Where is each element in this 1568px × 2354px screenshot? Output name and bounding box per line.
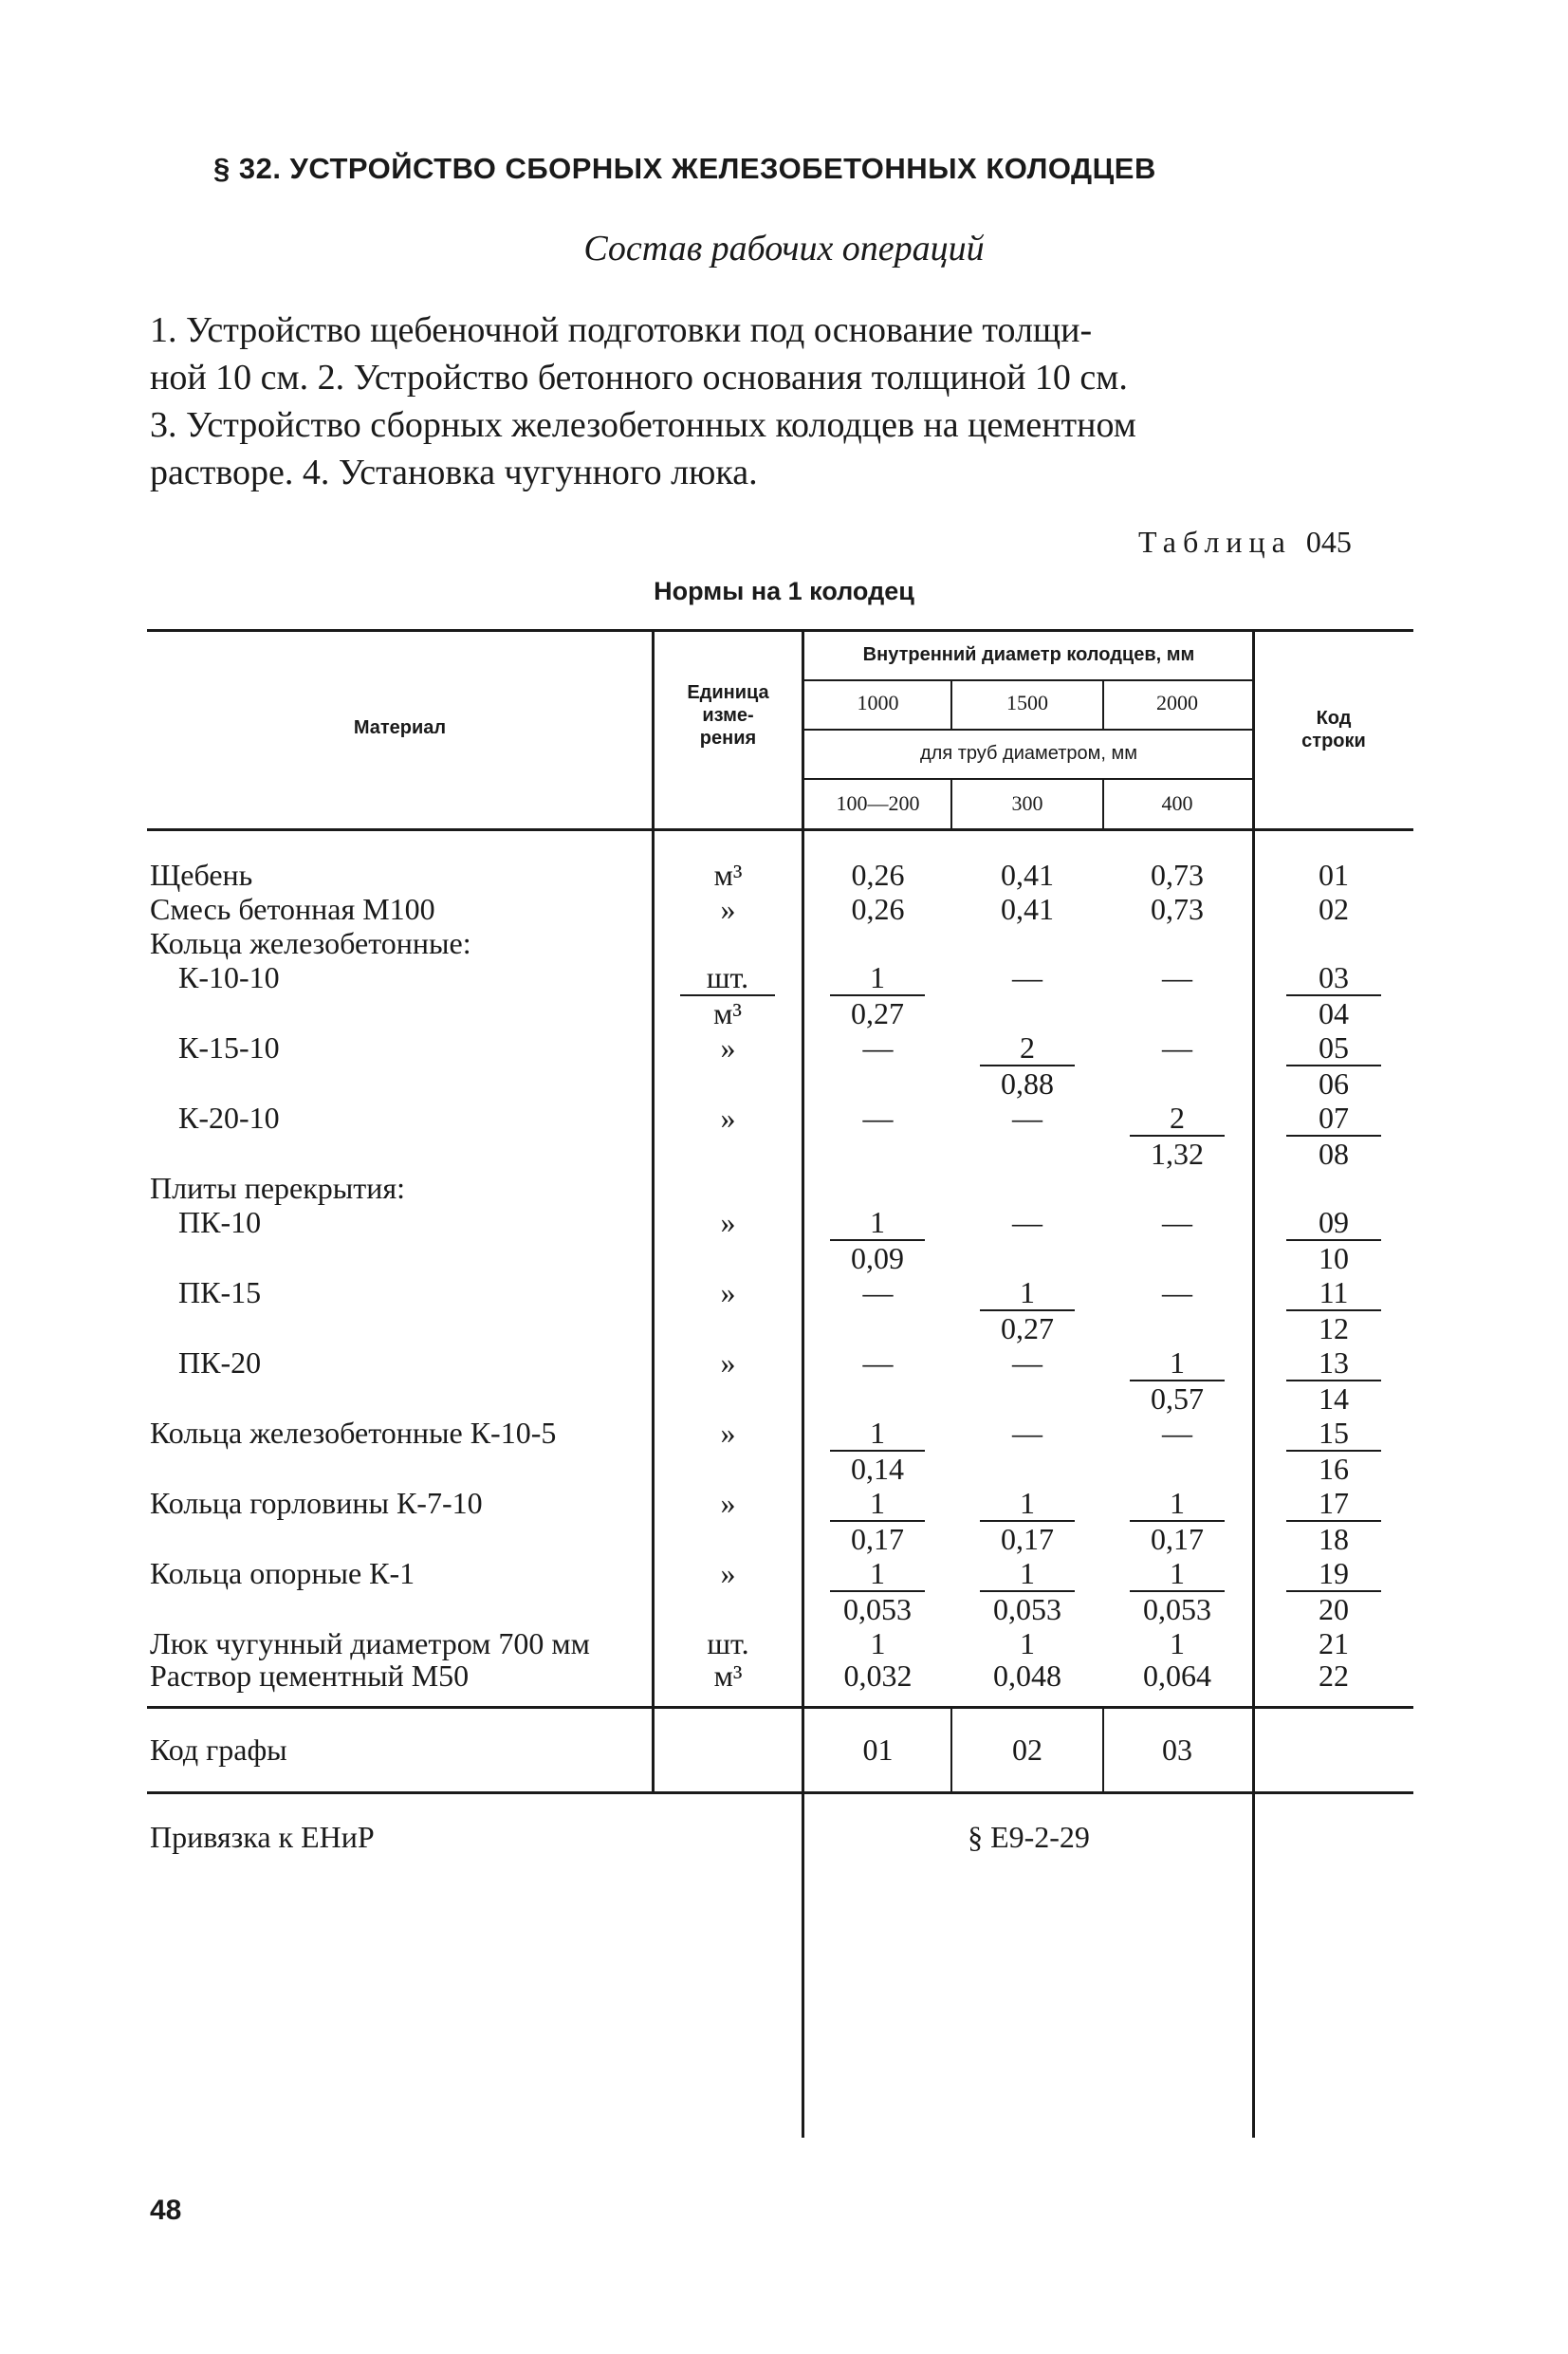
table-label [1138,525,1352,560]
fraction-bottom: 20 [1319,1592,1349,1626]
table-number: 045 [1305,525,1352,559]
fraction-bottom: 04 [1319,996,1349,1030]
fraction-bottom: 0,88 [1001,1066,1054,1101]
header-rule [803,729,1254,731]
code-row-bottom-rule [147,1791,1413,1794]
table-row-material: К-20-10 [178,1101,280,1135]
header-inner-diameter: Внутренний диаметр колодцев, мм [862,644,1195,665]
table-row-value: 0,064 [1143,1659,1211,1693]
fraction-top: 09 [1286,1205,1381,1241]
fraction-top: 1 [830,1205,925,1241]
table-row-unit: шт. [707,1626,749,1660]
table-row-value: 0,032 [843,1659,913,1693]
column-code-label: Код графы [150,1733,287,1767]
table-row-value: — [862,1030,894,1065]
fraction-top: шт. [680,960,775,996]
table-row-value-fraction [980,1486,1075,1556]
fraction-top: 1 [1130,1556,1225,1592]
header-diameter: 1000 [857,691,899,714]
fraction-bottom: 0,27 [1001,1311,1054,1345]
table-row-code-fraction [1286,1275,1381,1345]
fraction-top: 2 [1130,1101,1225,1137]
table-row-value-fraction [980,1030,1075,1101]
table-row-value: 1 [870,1626,886,1660]
header-unit [655,681,802,750]
fraction-bottom: 12 [1319,1311,1349,1345]
table-row-code: 21 [1319,1626,1349,1660]
header-pipe-diameter: 300 [1011,791,1043,815]
table-row-value-fraction [830,1416,925,1486]
table-row-value: — [1162,1205,1192,1239]
table-row-value-fraction [980,1556,1075,1626]
fraction-bottom: 16 [1319,1452,1349,1486]
table-row-value: 0,73 [1151,858,1204,892]
header-material: Материал [353,717,447,738]
table-row-material: К-10-10 [178,960,280,994]
paragraph-line: растворе. 4. Установка чугунного люка. [150,453,758,492]
table-row-material: ПК-15 [178,1275,262,1309]
table-row-value: — [862,1345,894,1380]
fraction-bottom: 0,57 [1151,1381,1204,1416]
fraction-bottom: 0,17 [1151,1522,1204,1556]
section-heading: § 32. УСТРОЙСТВО СБОРНЫХ ЖЕЛЕЗОБЕТОННЫХ КОЛОДЦЕВ [213,152,1156,185]
fraction-top: 19 [1286,1556,1381,1592]
header-diameter: 2000 [1156,691,1198,714]
column-code-value: 03 [1162,1733,1192,1767]
table-row-code-fraction [1286,960,1381,1030]
fraction-bottom: 18 [1319,1522,1349,1556]
table-row-material: К-15-10 [178,1030,280,1065]
header-rule [803,778,1254,780]
fraction-bottom: 0,09 [851,1241,904,1275]
fraction-bottom: 1,32 [1151,1137,1204,1171]
paragraph-line: 3. Устройство сборных железобетонных колодцев на цементном [150,405,1136,445]
column-code-value: 02 [1012,1733,1042,1767]
table-row-code-fraction [1286,1030,1381,1101]
page-number: 48 [150,2195,182,2226]
table-label-text: Таблица [1138,525,1292,559]
subheading: Состав рабочих операций [583,229,985,269]
table-row-value: 1 [1170,1626,1185,1660]
table-row-value: 0,41 [1001,858,1054,892]
table-row-value: 0,048 [993,1659,1061,1693]
table-row-value: 0,41 [1001,892,1054,926]
fraction-top: 1 [830,960,925,996]
fraction-top: 13 [1286,1345,1381,1381]
table-row-code-fraction [1286,1101,1381,1171]
table-row-value: — [1012,1345,1042,1380]
table-row-value: 1 [1020,1626,1035,1660]
header-code-line: Код [1316,708,1352,729]
table-row-value-fraction [830,1486,925,1556]
table-row-material: Кольца железобетонные К-10-5 [150,1416,557,1450]
fraction-bottom: 0,053 [843,1592,912,1626]
fraction-top: 1 [980,1556,1075,1592]
header-code [1254,707,1413,752]
table-row-code-fraction [1286,1556,1381,1626]
table-group-label: Кольца железобетонные: [150,926,471,960]
paragraph-line: ной 10 см. 2. Устройство бетонного основания толщиной 10 см. [150,358,1128,398]
table-row-unit: м³ [713,1659,743,1693]
header-bottom-rule [147,828,1413,831]
header-code-line: строки [1301,731,1366,751]
fraction-bottom: 0,17 [851,1522,904,1556]
table-group-label: Плиты перекрытия: [150,1171,405,1205]
fraction-bottom: 0,053 [993,1592,1061,1626]
table-row-unit: » [720,1486,736,1520]
fraction-bottom: 14 [1319,1381,1349,1416]
table-caption: Нормы на 1 колодец [654,577,914,605]
table-row-value-fraction [830,1556,925,1626]
fraction-top: 1 [830,1556,925,1592]
column-divider [1252,629,1255,2138]
table-row-code-fraction [1286,1345,1381,1416]
table-row-unit: » [720,1275,736,1309]
operations-paragraph [150,306,1411,496]
table-row-unit: » [720,1345,736,1380]
fraction-top: 1 [1130,1345,1225,1381]
table-row-value: — [1162,1416,1192,1450]
fraction-bottom: 0,17 [1001,1522,1054,1556]
table-row-unit: » [720,1205,736,1239]
fraction-top: 03 [1286,960,1381,996]
body-bottom-rule [147,1706,1413,1709]
table-row-unit: » [720,1556,736,1590]
table-row-unit: » [720,1416,736,1450]
table-row-value-fraction [1130,1345,1225,1416]
header-diameter: 1500 [1006,691,1048,714]
fraction-bottom: 0,27 [851,996,904,1030]
fraction-top: 05 [1286,1030,1381,1066]
table-row-value-fraction [1130,1486,1225,1556]
table-top-rule [147,629,1413,632]
table-row-value: — [862,1101,894,1135]
fraction-top: 07 [1286,1101,1381,1137]
table-row-code: 02 [1319,892,1349,926]
fraction-bottom: 10 [1319,1241,1349,1275]
table-row-value: 0,73 [1151,892,1204,926]
fraction-top: 15 [1286,1416,1381,1452]
table-row-value: — [1012,1101,1042,1135]
table-row-value: 0,26 [851,892,905,926]
header-unit-line: изме- [702,705,754,726]
fraction-top: 1 [830,1416,925,1452]
table-row-value-fraction [1130,1101,1225,1171]
table-row-value-fraction [830,1205,925,1275]
fraction-top: 1 [980,1275,1075,1311]
table-row-code-fraction [1286,1486,1381,1556]
header-pipe-diameter: 100—200 [836,791,920,815]
table-row-unit: м³ [713,858,743,892]
fraction-top: 11 [1286,1275,1381,1311]
fraction-top: 17 [1286,1486,1381,1522]
header-unit-line: Единица [687,682,769,703]
table-row-unit-fraction [680,960,775,1030]
fraction-top: 1 [830,1486,925,1522]
fraction-bottom: м³ [713,996,742,1030]
table-row-material: Люк чугунный диаметром 700 мм [150,1626,590,1660]
table-row-unit: » [720,892,736,926]
header-rule [803,679,1254,681]
table-row-code: 22 [1319,1659,1349,1693]
reference-label: Привязка к ЕНиР [150,1820,375,1854]
table-row-material: Смесь бетонная М100 [150,892,435,926]
table-row-value-fraction [830,960,925,1030]
table-row-value: — [862,1275,894,1309]
table-row-code-fraction [1286,1205,1381,1275]
column-divider [802,629,804,2138]
fraction-bottom: 0,053 [1143,1592,1211,1626]
table-row-material: Кольца опорные К-1 [150,1556,415,1590]
header-pipe-diameter: 400 [1161,791,1193,815]
header-unit-line: рения [699,728,757,749]
column-code-value: 01 [862,1733,894,1767]
table-row-value: — [1162,1275,1192,1309]
table-row-material: Кольца горловины К-7-10 [150,1486,483,1520]
table-row-value: — [1162,1030,1192,1065]
table-row-code-fraction [1286,1416,1381,1486]
table-row-value: — [1012,1416,1042,1450]
table-row-value: — [1012,1205,1042,1239]
reference-value: § Е9-2-29 [968,1820,1090,1854]
table-row-value: — [1012,960,1042,994]
table-row-material: Раствор цементный М50 [150,1659,470,1693]
header-for-pipes: для труб диаметром, мм [920,743,1137,764]
table-row-value: 0,26 [851,858,905,892]
fraction-bottom: 0,14 [851,1452,904,1486]
fraction-bottom: 06 [1319,1066,1349,1101]
table-row-unit: » [720,1101,736,1135]
table-row-value: — [1162,960,1192,994]
table-row-value-fraction [1130,1556,1225,1626]
table-row-unit: » [720,1030,736,1065]
fraction-top: 1 [1130,1486,1225,1522]
fraction-top: 1 [980,1486,1075,1522]
table-row-material: ПК-10 [178,1205,262,1239]
fraction-top: 2 [980,1030,1075,1066]
table-row-material: ПК-20 [178,1345,262,1380]
fraction-bottom: 08 [1319,1137,1349,1171]
table-row-material: Щебень [150,858,253,892]
table-row-value-fraction [980,1275,1075,1345]
table-row-code: 01 [1319,858,1349,892]
paragraph-line: 1. Устройство щебеночной подготовки под основание толщи- [150,310,1093,350]
